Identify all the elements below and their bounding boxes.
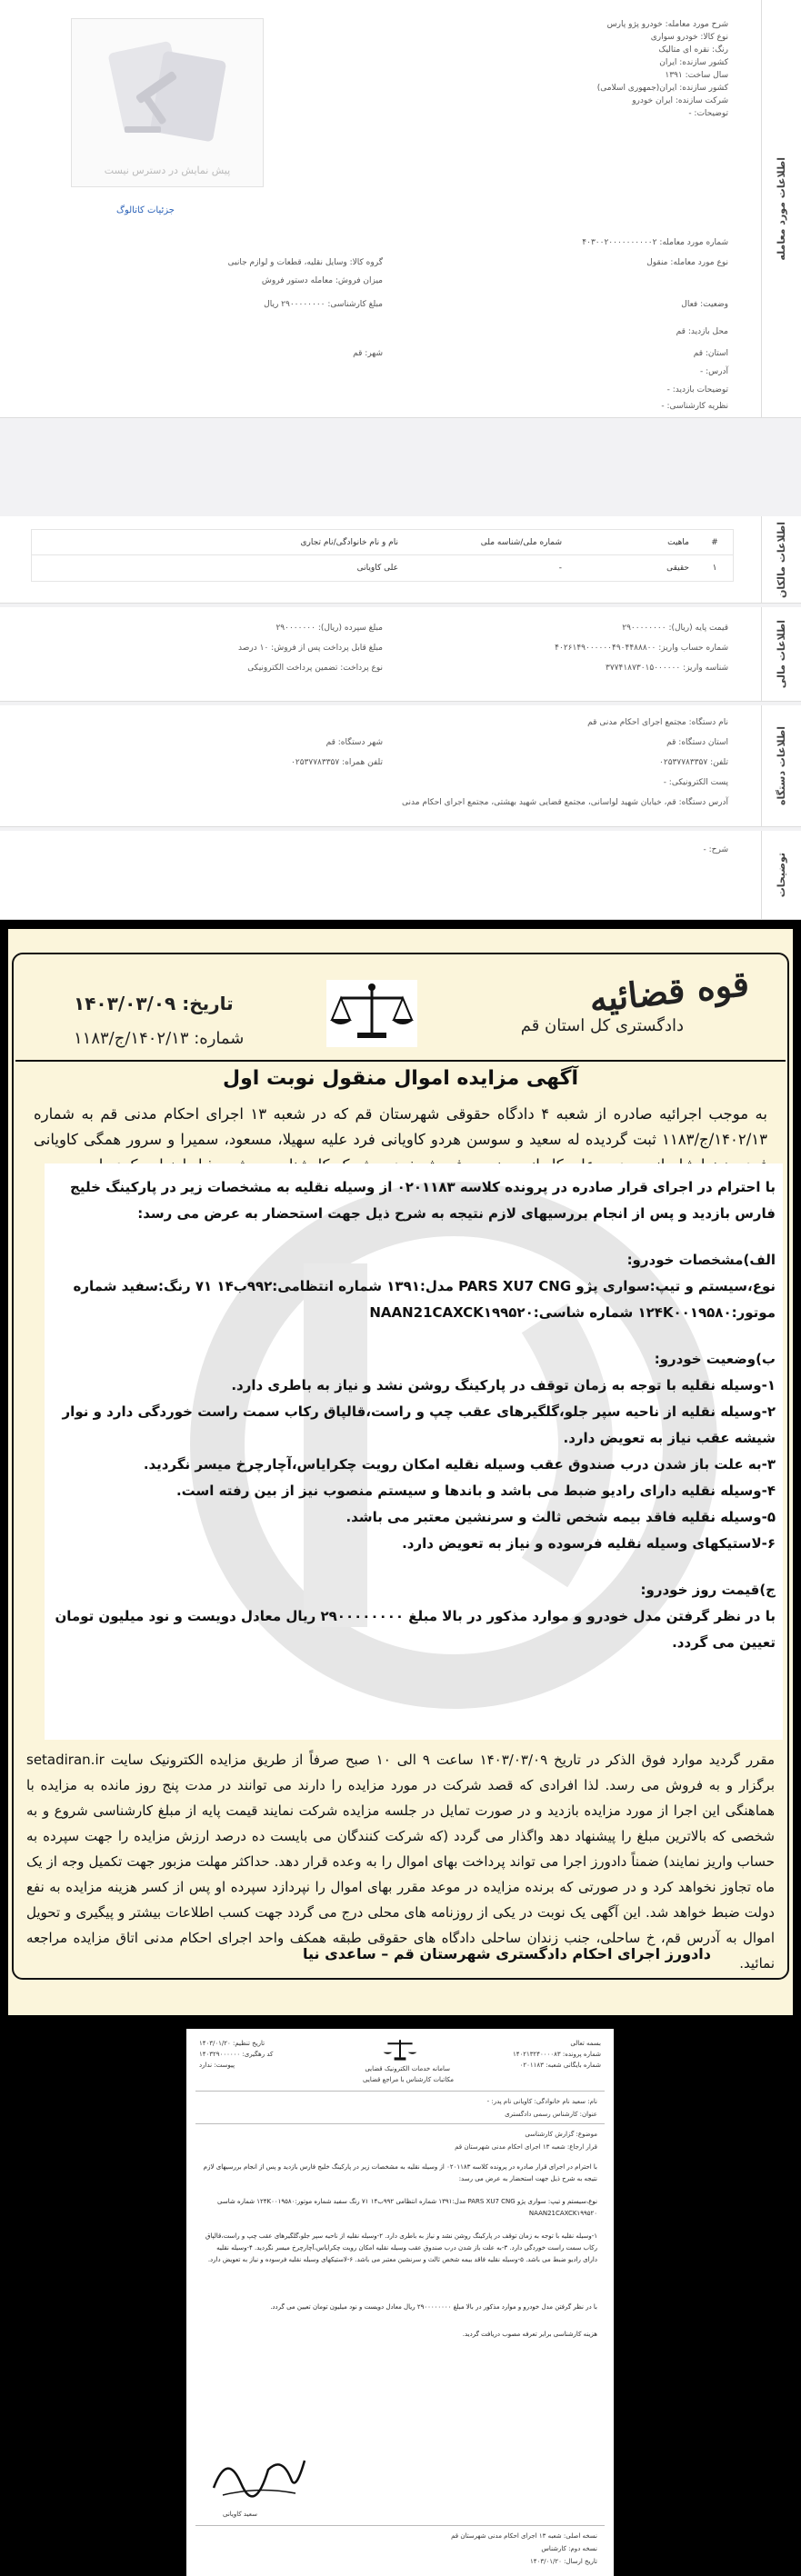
item-field: کشور سازنده: ایران	[659, 58, 728, 67]
letter-divider	[195, 2123, 605, 2124]
letter-reference: قرار ارجاع: شعبه ۱۳ اجرای احکام مدنی شهرستان قم	[455, 2143, 597, 2151]
judiciary-emblem-icon	[326, 980, 417, 1047]
letter-footer-line: نسخه دوم: کارشناس	[541, 2545, 597, 2552]
report-heading: الف)مشخصات خودرو:	[626, 1252, 776, 1268]
agency-mobile: تلفن همراه: ۰۲۵۳۷۷۸۳۳۵۷	[291, 758, 383, 767]
payment-percent: مبلغ قابل پرداخت پس از فروش: ۱۰ درصد	[238, 644, 383, 653]
owner-type: حقیقی	[666, 564, 689, 573]
deal-code: شماره مورد معامله: ۴۰۳۰۰۲۰۰۰۰۰۰۰۰۰۰۲	[582, 238, 728, 247]
handwritten-signature-icon	[205, 2442, 314, 2506]
notice-signer: دادورز اجرای احکام دادگستری شهرستان قم – ساعدی نیا	[303, 1945, 711, 1962]
item-field: شرکت سازنده: ایران خودرو	[632, 96, 728, 105]
report-line: ۲-وسیله نقلیه از ناحیه سپر جلو،گلگیرهای عقب چپ و راست،قالپاق رکاب سمت راست خوردگی دارد و نوار شیشه عقب نیاز به تعویض دارد.	[62, 1403, 776, 1446]
report-heading: ب)وضعیت خودرو:	[654, 1351, 776, 1367]
item-field: سال ساخت: ۱۳۹۱	[665, 71, 728, 80]
deal-expert: نظریه کارشناسی: -	[661, 402, 728, 411]
payment-type: نوع پرداخت: تضمین پرداخت الکترونیکی	[247, 664, 383, 673]
owners-tab-label: اطلاعات مالکان	[776, 521, 787, 598]
letter-attachment: پیوست: ندارد	[199, 2062, 235, 2069]
letter-system-subtitle: مکاتبات کارشناس با مراجع قضایی	[363, 2076, 454, 2083]
financial-tab-label: اطلاعات مالی	[776, 619, 787, 689]
letter-paragraph: با احترام در اجرای قرار صادره در پرونده کلاسه ۰۲۰۱۱۸۳ از وسیله نقلیه به مشخصات زیر در پارکینگ خلیج فارس بازدید و پس از انجام بررسیهای لازم نتیجه به شرح ذیل جهت استحضار به عرض می رسد:	[203, 2163, 597, 2182]
deal-location: محل بازدید: قم	[676, 327, 728, 336]
agency-section	[0, 705, 801, 827]
expert-report-text	[52, 1174, 776, 1656]
agency-city: شهر دستگاه: قم	[325, 738, 383, 747]
owners-tab[interactable]	[761, 516, 801, 603]
agency-province: استان دستگاه: قم	[666, 738, 728, 747]
notes-tab-label: توضیحات	[776, 852, 787, 898]
letter-header-1: بسمه تعالی	[570, 2040, 601, 2047]
notes-tab[interactable]	[761, 831, 801, 919]
deal-type: نوع مورد معامله: منقول	[646, 258, 728, 267]
letter-footer-line: تاریخ ارسال: ۱۴۰۳/۰۱/۲۰	[530, 2558, 597, 2565]
item-field: شرح مورد معامله: خودرو پژو پارس	[606, 20, 728, 29]
letter-emblem-icon	[382, 2036, 418, 2063]
notice-date: تاریخ: ۱۴۰۳/۰۳/۰۹	[74, 993, 234, 1014]
agency-tab[interactable]	[761, 705, 801, 826]
item-field: نوع کالا: خودرو سواری	[650, 33, 728, 42]
letter-divider	[195, 2091, 605, 2092]
agency-email: پست الکترونیکی: -	[663, 778, 728, 787]
financial-tab[interactable]	[761, 607, 801, 701]
notice-title: آگهی مزایده اموال منقول نوبت اول	[222, 1067, 579, 1090]
owners-col-name: نام و نام خانوادگی/نام تجاری	[300, 537, 398, 547]
letter-divider	[195, 2525, 605, 2526]
owners-section	[0, 516, 801, 604]
letter-signer-name: سعید کاویانی	[223, 2511, 257, 2518]
agency-address: آدرس دستگاه: قم، خیابان شهید لواسانی، مجتمع قضایی شهید بهشتی، مجتمع اجرای احکام مدنی	[402, 798, 728, 807]
deposit-id: شناسه واریز: ۳۷۷۴۱۸۷۳۰۱۵۰۰۰۰۰۰	[606, 664, 728, 673]
letter-paragraph: با در نظر گرفتن مدل خودرو و موارد مذکور در بالا مبلغ ۲۹۰۰۰۰۰۰۰۰ ریال معادل دویست و نود میلیون تومان تعیین می گردد.	[270, 2303, 597, 2311]
catalog-details-link[interactable]: جزئیات کاتالوگ	[116, 205, 175, 215]
report-line: ۱-وسیله نقلیه با توجه به زمان توقف در پارکینگ روشن نشد و نیاز به باطری دارد.	[231, 1377, 776, 1393]
letter-paragraph: نوع،سیستم و تیپ: سواری پژو PARS XU7 CNG مدل:۱۳۹۱ شماره انتظامی ۹۹۲ب۱۴ ۷۱ رنگ سفید شماره موتور:۱۲۴K۰۰۱۹۵۸۰ شماره شاسی NAAN21CAXCK۱۹۹۵۲۰	[217, 2198, 597, 2217]
agency-name: نام دستگاه: مجتمع اجرای احکام مدنی قم	[587, 718, 728, 727]
report-line: با احترام در اجرای قرار صادره در پرونده کلاسه ۰۲۰۱۱۸۳ از وسیله نقلیه به مشخصات زیر در پارکینگ خلیج فارس بازدید و پس از انجام بررسیهای لازم نتیجه به شرح ذیل جهت استحضار به عرض می رسد:	[70, 1179, 776, 1222]
notice-number: شماره: ۱۴۰۲/۱۳/ج/۱۱۸۳	[74, 1029, 245, 1048]
preview-unavailable-text: پیش نمایش در دسترس نیست	[104, 165, 231, 176]
deal-address: آدرس: -	[700, 367, 728, 376]
report-line: ۶-لاستیکهای وسیله نقلیه فرسوده و نیاز به تعویض دارد.	[402, 1535, 776, 1552]
expert-report-box	[45, 1163, 783, 1740]
image-preview[interactable]	[71, 18, 264, 187]
deal-province: استان: قم	[693, 349, 728, 358]
letter-subject: موضوع: گزارش کارشناسی	[525, 2131, 597, 2138]
deal-group: گروه کالا: وسایل نقلیه، قطعات و لوازم جانبی	[227, 258, 383, 267]
letter-footer-line: نسخه اصلی: شعبه ۱۳ اجرای احکام مدنی شهرستان قم	[451, 2532, 597, 2540]
notes-text: شرح: -	[703, 845, 728, 854]
owners-table	[31, 529, 734, 582]
report-line: نوع،سیستم و تیپ:سواری پژو PARS XU7 CNG مدل:۱۳۹۱ شماره انتظامی:۹۹۲ب۱۴ ۷۱ رنگ:سفید شماره موتور:۱۲۴K۰۰۱۹۵۸۰ شماره شاسی:NAAN21CAXCK۱۹۹۵۲۰	[73, 1278, 776, 1321]
owner-name: علی کاویانی	[356, 564, 398, 573]
owner-id: -	[558, 564, 562, 573]
owners-col-type: ماهیت	[667, 537, 689, 547]
item-field: کشور سازنده: ایران(جمهوری اسلامی)	[596, 84, 728, 93]
owners-table-header	[32, 530, 733, 555]
report-line: ۳-به علت باز شدن درب صندوق عقب وسیله نقلیه امکان رویت چکرایاس،آچارچرخ میسر نگردید.	[143, 1456, 776, 1473]
letter-title-row: عنوان: کارشناس رسمی دادگستری	[505, 2111, 597, 2118]
header-divider	[15, 1060, 786, 1062]
org-subtitle: دادگستری کل استان قم	[520, 1016, 684, 1035]
financial-section	[0, 607, 801, 702]
deposit-amount: مبلغ سپرده (ریال): ۲۹۰۰۰۰۰۰۰	[275, 624, 383, 633]
letter-paragraph: ۱-وسیله نقلیه با توجه به زمان توقف در پارکینگ روشن نشد و نیاز به باطری دارد. ۲-وسیله نقلیه از ناحیه سپر جلو،گلگیرهای عقب چپ و راست،قالپاق رکاب سمت راست خوردگی دارد. ۳-به علت باز شدن درب صندوق عقب وسیله نقلیه امکان رویت چکرایاس،آچارچرخ میسر نگردید. ۴-وسیله نقلیه دارای رادیو ضبط می باشد. ۵-وسیله نقلیه فاقد بیمه شخص ثالث و سرنشین معتبر می باشد. ۶-لاستیکهای وسیله نقلیه فرسوده و نیاز به تعویض دارد.	[205, 2232, 597, 2263]
notes-section	[0, 831, 801, 920]
owners-col-index: #	[711, 537, 718, 547]
gavel-placeholder-icon	[70, 19, 263, 155]
item-info-section	[0, 0, 801, 418]
letter-tracking-code: کد رهگیری: ۱۴۰۳۲۹۰۰۰۰۰۰	[199, 2051, 274, 2058]
table-row	[32, 555, 733, 581]
notice-closing-text: مقرر گردید موارد فوق الذکر در تاریخ ۱۴۰۳/۰۳/۰۹ ساعت ۹ الی ۱۰ صبح صرفاً از طریق مزایده الکترونیک سایت setadiran.ir برگزار و به فروش می رسد. لذا افرادی که قصد شرکت در مورد مزایده را دارند می توانند در مدت پنج روز مانده به مزایده با هماهنگی این اجرا از مورد مزایده بازدید و در صورت تمایل در جلسه مزایده شرکت نمایند قیمت پایه از مبلغ کارشناسی شروع و به شخصی که بالاترین مبلغ را پیشنهاد دهد واگذار می گردد (که شرکت کنندگان می بایست ده درصد ارزش مزایده را جهت سپرده به حساب واریز نمایند) ضمناً دادورز اجرا می تواند پرداخت بهای اموال را به وعده قرار دهد. حداکثر مهلت مزبور جهت تکمیل وجه از یک ماه تجاوز نخواهد کرد و در صورتی که برنده مزایده در موعد مقرر بهای اموال را نپردازد سپرده او پس از کسر هزینه مزایده به نفع دولت ضبط خواهد شد. این آگهی یک نوبت در یکی از روزنامه های محلی درج می گردد جهت کسب اطلاعات بیشتر و پیگیری و تحویل اموال به آدرس قم، خ ساحلی، جنب زندان ساحلی دادگاه های حقوقی طبقه همکف واحد اجرای احکام مدنی اتاق مزایده مراجعه نمائید.	[26, 1752, 775, 1972]
item-field: رنگ: نقره ای متالیک	[658, 45, 728, 55]
notice-intro: به موجب اجرائیه صادره از شعبه ۴ دادگاه حقوقی شهرستان قم که در شعبه ۱۳ اجرای احکام مدنی قم به شماره ۱۴۰۲/۱۳/ج/۱۱۸۳ ثبت گردیده له سعید و سوسن هردو کاویانی فرد علیه سهیلا، مسعود، سمیرا و سرور همگی کاویانی	[34, 1105, 767, 1148]
agency-tab-label: اطلاعات دستگاه	[776, 726, 787, 805]
deal-ownership: میزان فروش: معامله دستور فروش	[261, 276, 383, 285]
base-price: قیمت پایه (ریال): ۲۹۰۰۰۰۰۰۰۰	[622, 624, 728, 633]
letter-archive-number: شماره بایگانی شعبه: ۰۲۰۱۱۸۳	[519, 2062, 601, 2069]
owners-col-id: شماره ملی/شناسه ملی	[480, 537, 562, 547]
item-field: توضیحات: -	[688, 109, 728, 118]
report-heading: ج)قیمت روز خودرو:	[640, 1582, 776, 1598]
deal-price: مبلغ کارشناسی: ۲۹۰۰۰۰۰۰۰۰ ریال	[264, 300, 383, 309]
item-info-tab-label: اطلاعات مورد معامله	[776, 156, 787, 261]
auction-listing-page	[0, 0, 801, 920]
report-line: ۴-وسیله نقلیه دارای رادیو ضبط می باشد و باندها و سیستم منصوب نیز از بین رفته است.	[175, 1483, 776, 1499]
agency-phone: تلفن: ۰۲۵۳۷۷۸۳۳۵۷	[659, 758, 728, 767]
letter-system-title: سامانه خدمات الکترونیک قضایی	[365, 2065, 450, 2072]
item-info-tab[interactable]	[761, 0, 801, 417]
letter-person-row: نام: سعید نام خانوادگی: کاویانی نام پدر: -	[486, 2098, 597, 2105]
deal-status: وضعیت: فعال	[681, 300, 728, 309]
deal-visit: توضیحات بازدید: -	[666, 385, 728, 394]
owner-index: ۱	[712, 564, 717, 573]
auction-notice-scan	[8, 929, 793, 2015]
report-line: ۵-وسیله نقلیه فاقد بیمه شخص ثالث و سرنشین معتبر می باشد.	[345, 1509, 776, 1525]
account-number: شماره حساب واریز: ۴۰۲۶۱۴۹۰۰۰۰۰۰۴۹۰۴۴۸۸۸۰۰	[555, 644, 728, 653]
letter-paragraph: هزینه کارشناسی برابر تعرفه مصوب دریافت گردید.	[462, 2331, 597, 2338]
org-title: قوه قضائیه	[587, 962, 751, 1021]
expert-letter-scan	[186, 2029, 614, 2576]
report-line: با در نظر گرفتن مدل خودرو و موارد مذکور در بالا مبلغ ۲۹۰۰۰۰۰۰۰۰ ریال معادل دویست و نود میلیون تومان تعیین می گردد.	[55, 1608, 776, 1651]
letter-case-number: شماره پرونده: ۱۴۰۲۱۳۲۴۰۰۰۰۸۳	[512, 2051, 601, 2058]
deal-city: شهر: قم	[353, 349, 383, 358]
letter-date: تاریخ تنظیم: ۱۴۰۳/۰۱/۲۰	[199, 2040, 265, 2047]
